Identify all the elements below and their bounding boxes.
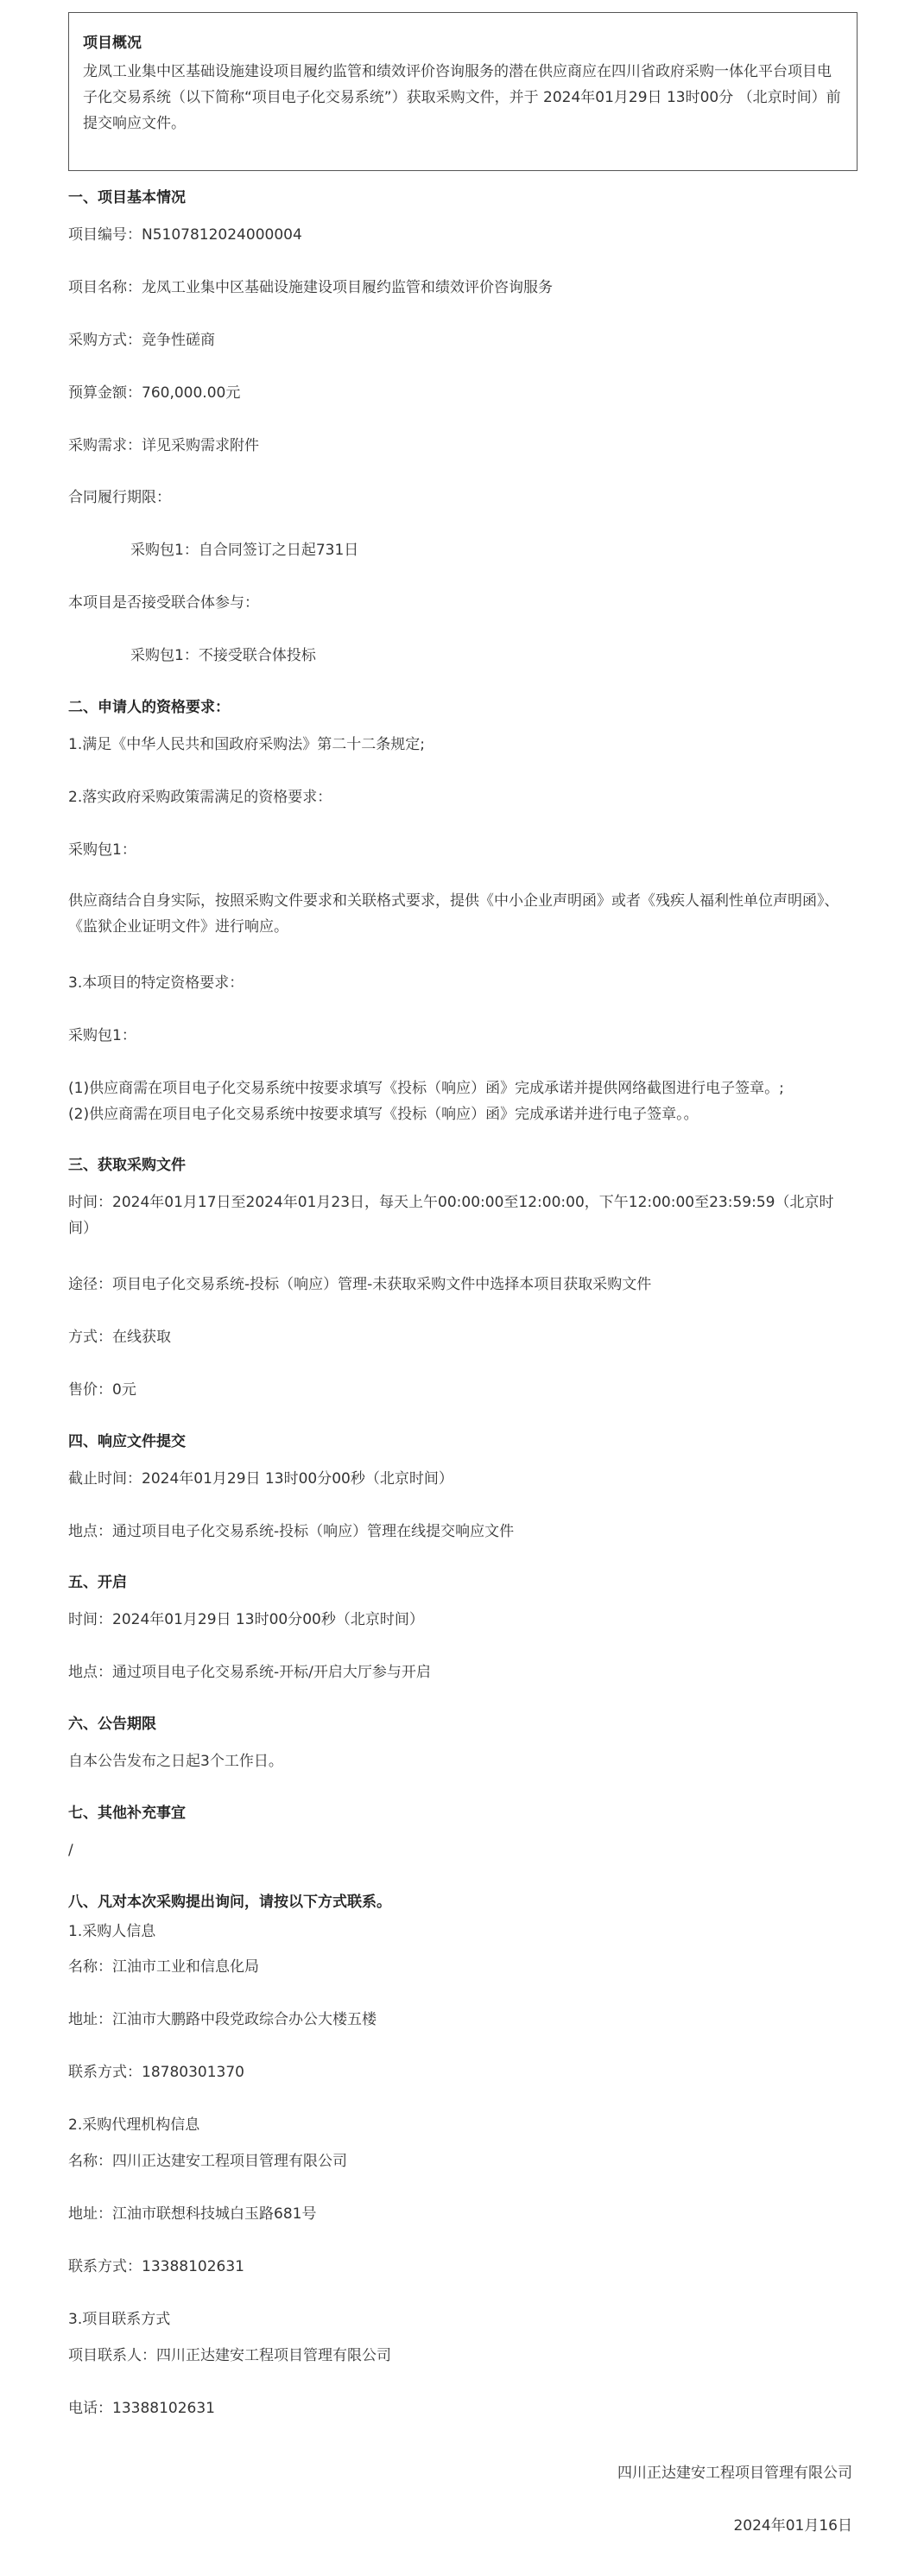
qualification-item-3: 3.本项目的特定资格要求：: [68, 974, 244, 992]
agent-info-title: 2.采购代理机构信息: [68, 2116, 200, 2134]
budget-amount: 预算金额：760,000.00元: [68, 384, 241, 402]
contract-period-label: 合同履行期限：: [68, 489, 171, 506]
qualification-item-1: 1.满足《中华人民共和国政府采购法》第二十二条规定;: [68, 736, 425, 753]
procurement-method: 采购方式：竞争性磋商: [68, 332, 215, 349]
agent-phone: 联系方式：13388102631: [68, 2258, 244, 2275]
obtain-time: 时间：2024年01月17日至2024年01月23日，每天上午00:00:00至12:00:00，下午12:00:00至23:59:59（北京时间）: [68, 1194, 834, 1237]
specific-requirement-2: (2)供应商需在项目电子化交易系统中按要求填写《投标（响应）函》完成承诺并进行电子签章。。: [68, 1106, 699, 1123]
section-title-notice-period: 六、公告期限: [68, 1716, 156, 1733]
section-title-qualification: 二、申请人的资格要求：: [68, 699, 230, 716]
buyer-address: 地址：江油市大鹏路中段党政综合办公大楼五楼: [68, 2011, 377, 2028]
opening-time: 时间：2024年01月29日 13时00分00秒（北京时间）: [68, 1611, 424, 1628]
procurement-demand: 采购需求：详见采购需求附件: [68, 437, 259, 454]
overview-title: 项目概况: [83, 35, 142, 52]
project-contact-person: 项目联系人：四川正达建安工程项目管理有限公司: [68, 2347, 391, 2364]
section-title-obtain-documents: 三、获取采购文件: [68, 1157, 186, 1174]
overview-box: [68, 12, 858, 171]
qualification-item-2: 2.落实政府采购政策需满足的资格要求：: [68, 789, 332, 806]
project-contact-phone: 电话：13388102631: [68, 2400, 215, 2417]
obtain-route: 途径：项目电子化交易系统-投标（响应）管理-未获取采购文件中选择本项目获取采购文件: [68, 1276, 652, 1293]
agent-name: 名称：四川正达建安工程项目管理有限公司: [68, 2153, 347, 2170]
buyer-name: 名称：江油市工业和信息化局: [68, 1958, 259, 1976]
buyer-phone: 联系方式：18780301370: [68, 2064, 244, 2081]
section-title-contact: 八、凡对本次采购提出询问，请按以下方式联系。: [68, 1894, 391, 1911]
opening-place: 地点：通过项目电子化交易系统-开标/开启大厅参与开启: [68, 1664, 431, 1681]
document-price: 售价：0元: [68, 1381, 136, 1399]
section-title-basic-info: 一、项目基本情况: [68, 189, 186, 206]
qualification-package-1: 采购包1：: [68, 841, 136, 859]
project-name: 项目名称：龙凤工业集中区基础设施建设项目履约监管和绩效评价咨询服务: [68, 279, 553, 296]
project-contact-title: 3.项目联系方式: [68, 2311, 171, 2328]
specific-requirement-1: (1)供应商需在项目电子化交易系统中按要求填写《投标（响应）函》完成承诺并提供网络截图进行电子签章。;: [68, 1080, 784, 1097]
notice-period-text: 自本公告发布之日起3个工作日。: [68, 1753, 283, 1770]
section-title-supplementary: 七、其他补充事宜: [68, 1805, 186, 1822]
contract-period-package: 采购包1：自合同签订之日起731日: [130, 542, 359, 559]
consortium-label: 本项目是否接受联合体参与：: [68, 594, 259, 612]
supplementary-text: /: [68, 1842, 73, 1859]
qualification-item-2-text: 供应商结合自身实际，按照采购文件要求和关联格式要求，提供《中小企业声明函》或者《残疾人福利性单位声明函》、《监狱企业证明文件》进行响应。: [68, 892, 839, 936]
agent-address: 地址：江油市联想科技城白玉路681号: [68, 2205, 317, 2223]
footer-date: 2024年01月16日: [733, 2517, 852, 2535]
footer-organization: 四川正达建安工程项目管理有限公司: [617, 2465, 852, 2482]
project-number: 项目编号：N5107812024000004: [68, 226, 302, 244]
section-title-submission: 四、响应文件提交: [68, 1433, 186, 1450]
submission-place: 地点：通过项目电子化交易系统-投标（响应）管理在线提交响应文件: [68, 1523, 515, 1540]
overview-text: 龙凤工业集中区基础设施建设项目履约监管和绩效评价咨询服务的潜在供应商应在四川省政府采购一体化平台项目电子化交易系统（以下简称“项目电子化交易系统”）获取采购文件，并于 2024年01月29日 13时00分 （北京时间）前提交响应文件。: [83, 63, 841, 132]
obtain-way: 方式：在线获取: [68, 1329, 171, 1346]
consortium-package: 采购包1：不接受联合体投标: [130, 647, 316, 664]
submission-deadline: 截止时间：2024年01月29日 13时00分00秒（北京时间）: [68, 1470, 453, 1488]
buyer-info-title: 1.采购人信息: [68, 1923, 156, 1940]
qualification-package-1b: 采购包1：: [68, 1027, 136, 1044]
section-title-opening: 五、开启: [68, 1574, 127, 1591]
